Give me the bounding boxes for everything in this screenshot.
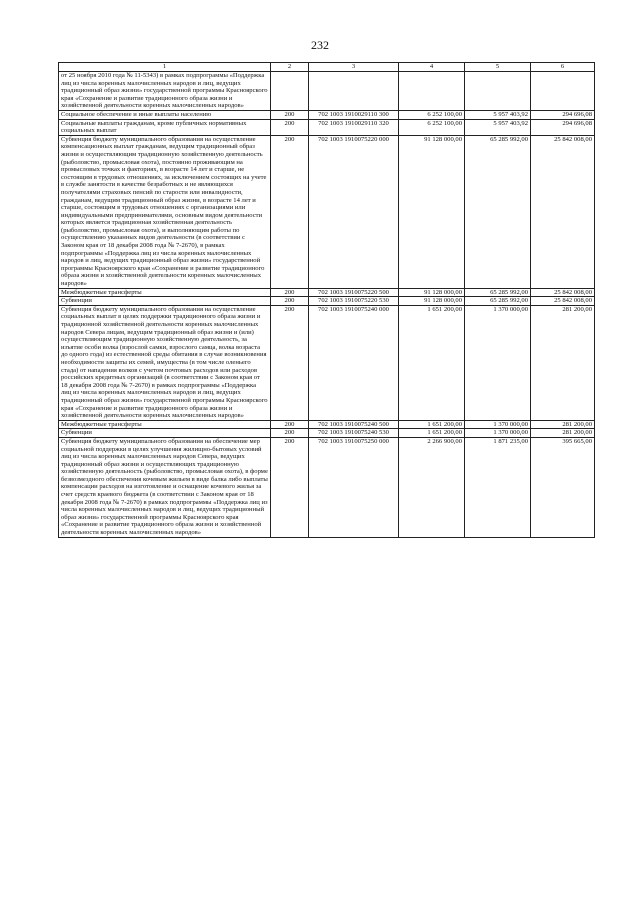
table-row [59, 288, 595, 297]
row-amount-4: 91 128 000,00 [399, 297, 465, 306]
row-classification: 702 1003 1910075240 000 [309, 305, 399, 420]
row-amount-6: 25 842 008,00 [531, 297, 595, 306]
table-row [59, 305, 595, 420]
row-classification: 702 1003 1910075220 000 [309, 135, 399, 288]
row-amount-6: 294 696,08 [531, 110, 595, 119]
row-amount-4: 6 252 100,00 [399, 119, 465, 135]
row-classification: 702 1003 1910075240 530 [309, 429, 399, 438]
row-description: Субвенции [59, 297, 271, 306]
row-description: Субвенция бюджету муниципального образования на осуществление социальных выплат в целях поддержки традиционного образа жизни и традиционной хозяйственной деятельности коренных малочисленных народов Севера лицам, ведущим традиционный образ жизни и (или) осуществляющим традиционную хозяйственную деятельность, за изъятие особи волка (взрослой самки, взрослого самца, волка возраста до одного года) из естественной среды обитания в случае возникновения необходимости защиты их семей, имущества (в том числе оленьего стада) от нападения волков с учетом почтовых расходов или расходов российских кредитных организаций (в соответствии с Законом края от 18 декабря 2008 года № 7-2670) в рамках подпрограммы «Поддержка лиц из числа коренных малочисленных народов и лиц, ведущих традиционный образ жизни» государственной программы Красноярского края «Сохранение и развитие традиционного образа жизни и хозяйственной деятельности коренных малочисленных народов» [59, 305, 271, 420]
row-amount-6: 281 200,00 [531, 429, 595, 438]
row-code: 200 [271, 288, 309, 297]
row-amount-5: 1 370 000,00 [465, 420, 531, 429]
table-row [59, 135, 595, 288]
row-amount-6: 395 665,00 [531, 437, 595, 537]
row-amount-6: 25 842 008,00 [531, 135, 595, 288]
row-code: 200 [271, 119, 309, 135]
table-row [59, 420, 595, 429]
row-code: 200 [271, 297, 309, 306]
row-amount-5: 65 285 992,00 [465, 288, 531, 297]
row-description: Субвенция бюджету муниципального образования на обеспечение мер социальной поддержки в целях улучшения жилищно-бытовых условий лиц из числа коренных малочисленных народов Севера, ведущих традиционный образ жизни и осуществляющих традиционную хозяйственную деятельность (рыболовство, промысловая охота), в форме безвозмездного обеспечения кочевым жильем в виде балка либо выплаты компенсации расходов на изготовление и оснащение кочевого жилья за счет средств краевого бюджета (в соответствии с Законом края от 18 декабря 2008 года № 7-2670) в рамках подпрограммы «Поддержка лиц из числа коренных малочисленных народов и лиц, ведущих традиционный образ жизни» государственной программы Красноярского края «Сохранение и развитие традиционного образа жизни и хозяйственной деятельности коренных малочисленных народов» [59, 437, 271, 537]
row-amount-4: 1 651 200,00 [399, 305, 465, 420]
row-amount-6: 281 200,00 [531, 305, 595, 420]
row-description: Межбюджетные трансферты [59, 288, 271, 297]
row-code: 200 [271, 420, 309, 429]
row-description: Субвенция бюджету муниципального образования на осуществление компенсационных выплат гражданам, ведущим традиционный образ жизни и осуществляющим традиционную хозяйственную деятельность (рыболовство, промысловая охота), постоянно проживающим на промысловых точках и факториях, в возрасте 14 лет и старше, не состоящим в трудовых отношениях, за исключением состоящих на учете в службе занятости в качестве безработных и не являющихся получателями страховых пенсий по старости или инвалидности, гражданам, ведущим традиционный образ жизни, в возрасте 14 лет и старше, состоящим в трудовых отношениях с организациями или индивидуальными предпринимателями, основным видом деятельности которых является традиционная хозяйственная деятельность (рыболовство, промысловая охота), и выполняющим работы по осуществлению указанных видов деятельности (в соответствии с Законом края от 18 декабря 2008 года № 7-2670), в рамках подпрограммы «Поддержка лиц из числа коренных малочисленных народов и лиц, ведущих традиционный образ жизни» государственной программы Красноярского края «Сохранение и развитие традиционного образа жизни и хозяйственной деятельности коренных малочисленных народов» [59, 135, 271, 288]
row-classification: 702 1003 1910029110 300 [309, 110, 399, 119]
row-amount-5: 1 871 235,00 [465, 437, 531, 537]
row-amount-4: 91 128 000,00 [399, 288, 465, 297]
row-code: 200 [271, 305, 309, 420]
row-amount-5: 65 285 992,00 [465, 135, 531, 288]
row-amount-6: 25 842 008,00 [531, 288, 595, 297]
row-amount-5: 65 285 992,00 [465, 297, 531, 306]
row-description: Социальные выплаты гражданам, кроме публичных нормативных социальных выплат [59, 119, 271, 135]
row-amount-6: 294 696,08 [531, 119, 595, 135]
column-header: 3 [309, 63, 399, 72]
row-amount-5: 1 370 000,00 [465, 429, 531, 438]
row-amount-5: 1 370 000,00 [465, 305, 531, 420]
row-classification: 702 1003 1910075240 500 [309, 420, 399, 429]
row-amount-4: 1 651 200,00 [399, 429, 465, 438]
row-amount-6: 281 200,00 [531, 420, 595, 429]
page-number: 232 [311, 38, 329, 52]
row-amount-5: 5 957 403,92 [465, 119, 531, 135]
row-code: 200 [271, 135, 309, 288]
row-amount-4: 91 128 000,00 [399, 135, 465, 288]
row-amount-5 [465, 72, 531, 111]
column-header: 2 [271, 63, 309, 72]
row-amount-4: 2 266 900,00 [399, 437, 465, 537]
column-header: 1 [59, 63, 271, 72]
table-row [59, 72, 595, 111]
table-row [59, 437, 595, 537]
row-classification [309, 72, 399, 111]
row-amount-4: 1 651 200,00 [399, 420, 465, 429]
row-amount-4: 6 252 100,00 [399, 110, 465, 119]
table-row [59, 110, 595, 119]
table-row [59, 429, 595, 438]
row-code: 200 [271, 110, 309, 119]
column-header: 6 [531, 63, 595, 72]
row-description: Субвенции [59, 429, 271, 438]
row-classification: 702 1003 1910075220 530 [309, 297, 399, 306]
table-row [59, 297, 595, 306]
row-code: 200 [271, 429, 309, 438]
row-amount-4 [399, 72, 465, 111]
column-header: 5 [465, 63, 531, 72]
column-header: 4 [399, 63, 465, 72]
table-row [59, 119, 595, 135]
row-description: от 25 ноября 2010 года № 11-5343) в рамках подпрограммы «Поддержка лиц из числа коренных малочисленных народов и лиц, ведущих традиционный образ жизни» государственной программы Красноярского края «Сохранение и развитие традиционного образа жизни и хозяйственной деятельности коренных малочисленных народов» [59, 72, 271, 111]
header-row [59, 63, 595, 72]
budget-table [58, 62, 595, 538]
row-description: Межбюджетные трансферты [59, 420, 271, 429]
row-classification: 702 1003 1910075250 000 [309, 437, 399, 537]
row-amount-5: 5 957 403,92 [465, 110, 531, 119]
row-classification: 702 1003 1910029110 320 [309, 119, 399, 135]
row-classification: 702 1003 1910075220 500 [309, 288, 399, 297]
row-code: 200 [271, 437, 309, 537]
row-amount-6 [531, 72, 595, 111]
row-code [271, 72, 309, 111]
row-description: Социальное обеспечение и иные выплаты населению [59, 110, 271, 119]
